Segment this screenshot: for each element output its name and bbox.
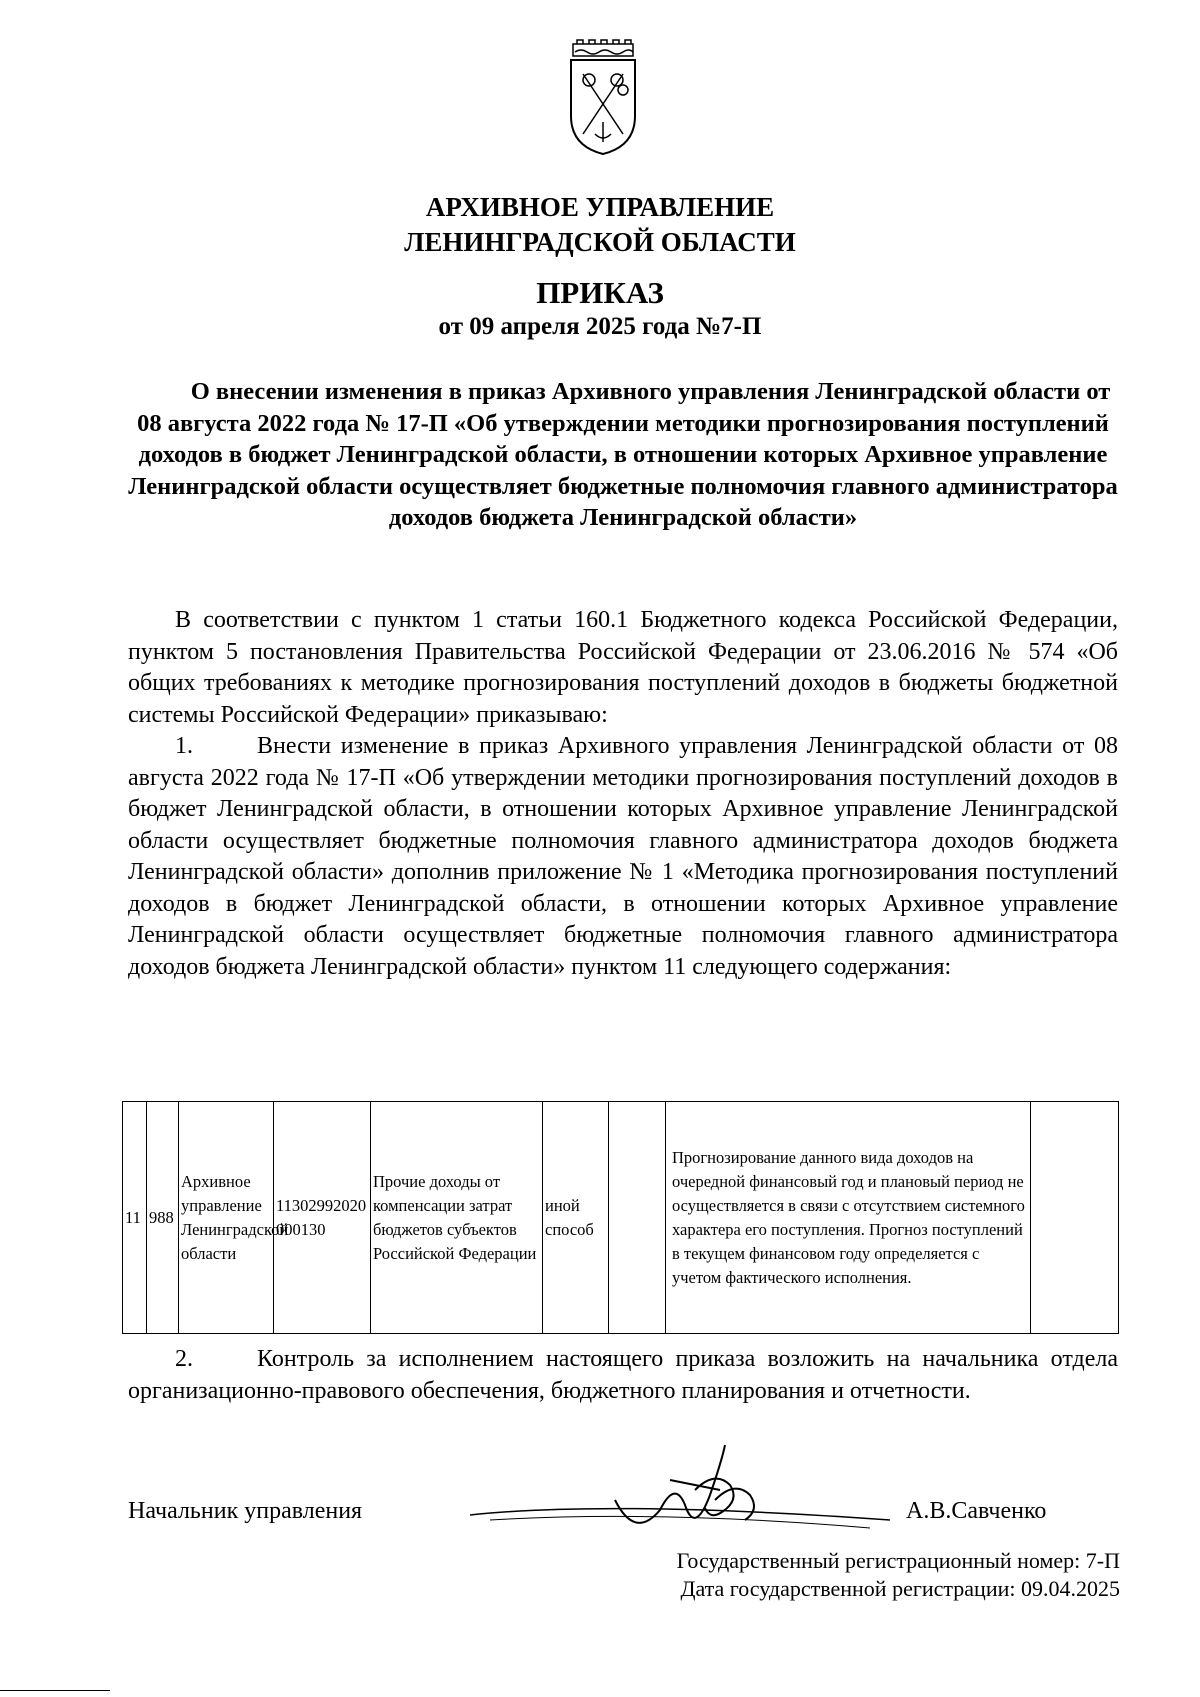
item-2-text: Контроль за исполнением настоящего приказа возложить на начальника отдела организационно-правового обеспечения, бюджетного планирования и отчетности. — [128, 1346, 1118, 1404]
item-1-text: Внести изменение в приказ Архивного управления Ленинградской области от 08 августа 2022 года № 17-П «Об утверждении методики прогнозирования поступлений доходов в бюджет Ленинградской области, в отношении которых Архивное управление Ленинградской области осуществляет бюджетные полномочия главного администратора доходов бюджета Ленинградской области» дополнив приложение № 1 «Методика прогнозирования поступлений доходов в бюджет Ленинградской области, в отношении которых Архивное управление Ленинградской области осуществляет бюджетные полномочия главного администратора доходов бюджета Ленинградской области» пунктом 11 следующего содержания: — [128, 733, 1118, 980]
org-line-1: АРХИВНОЕ УПРАВЛЕНИЕ — [425, 192, 775, 222]
handwritten-signature-icon — [460, 1440, 900, 1550]
signer-name: А.В.Савченко — [906, 1498, 1047, 1524]
annex-table — [122, 1101, 1119, 1334]
item-1-number: 1. — [175, 733, 193, 759]
cell-method: иной способ — [543, 1102, 609, 1334]
cell-description: Прогнозирование данного вида доходов на очередной финансовый год и плановый период не осуществляется в связи с отсутствием системного характера его поступления. Прогноз поступлений в текущем финансовом году определяется с учетом фактического исполнения. — [666, 1102, 1031, 1334]
signer-title: Начальник управления — [128, 1498, 363, 1524]
cell-administrator: Архивное управление Ленинградской области — [179, 1102, 274, 1334]
org-line-2: ЛЕНИНГРАДСКОЙ ОБЛАСТИ — [404, 227, 796, 257]
preamble-paragraph: В соответствии с пунктом 1 статьи 160.1 Бюджетного кодекса Российской Федерации, пунктом 5 постановления Правительства Российской Федерации от 23.06.2016 № 574 «Об общих требованиях к методике прогнозирования поступлений доходов в бюджеты бюджетной системы Российской Федерации» приказываю: — [128, 607, 1118, 728]
document-date-number: от 09 апреля 2025 года №7-П — [438, 313, 762, 340]
cell-empty-1 — [609, 1102, 666, 1334]
cell-income-name: Прочие доходы от компенсации затрат бюджетов субъектов Российской Федерации — [371, 1102, 543, 1334]
registration-date: Дата государственной регистрации: 09.04.2025 — [680, 1576, 1120, 1601]
registration-number: Государственный регистрационный номер: 7-П — [676, 1548, 1120, 1573]
item-1-paragraph — [128, 731, 1118, 983]
document-body — [128, 605, 1118, 983]
document-subject — [128, 376, 1118, 534]
cell-code: 988 — [147, 1102, 179, 1334]
organization-name — [0, 190, 1200, 260]
item-2-paragraph — [128, 1344, 1118, 1407]
item-2-number: 2. — [175, 1346, 193, 1372]
coat-of-arms-icon — [567, 38, 639, 156]
cell-number: 11 — [123, 1102, 147, 1334]
bottom-edge-line — [0, 1690, 110, 1691]
document-type: ПРИКАЗ — [536, 275, 664, 310]
cell-empty-2 — [1031, 1102, 1119, 1334]
cell-kbk: 11302992020000130 — [274, 1102, 371, 1334]
subject-text: О внесении изменения в приказ Архивного управления Ленинградской области от 08 августа 2022 года № 17-П «Об утверждении методики прогнозирования поступлений доходов в бюджет Ленинградской области, в отношении которых Архивное управление Ленинградской области осуществляет бюджетные полномочия главного администратора доходов бюджета Ленинградской области» — [128, 378, 1118, 531]
table-row — [123, 1102, 1119, 1334]
item-2-block — [128, 1344, 1118, 1407]
